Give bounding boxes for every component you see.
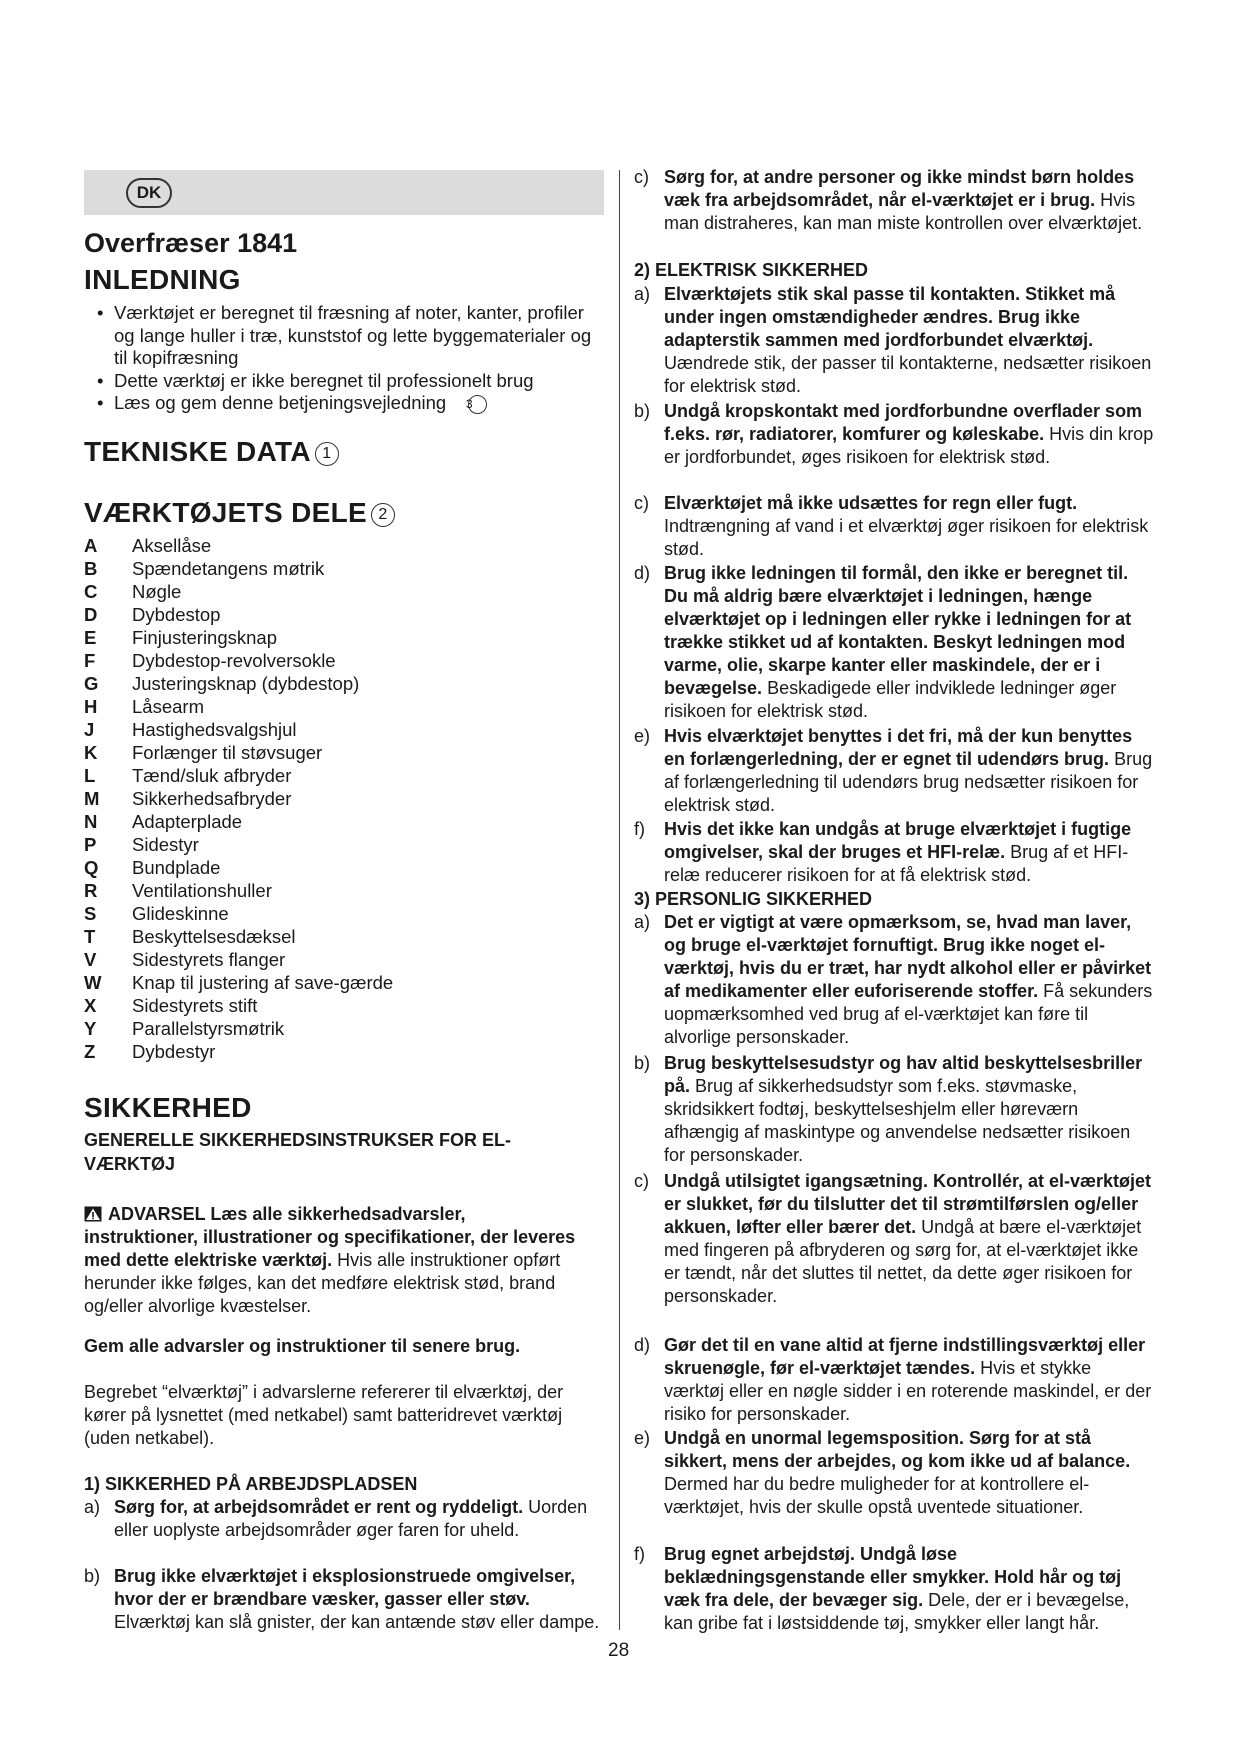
warning-paragraph — [84, 1203, 584, 1318]
part-item — [84, 948, 604, 971]
part-item — [84, 833, 604, 856]
intro-bullet: • Læs og gem denne betjeningsvejledning 3 — [84, 392, 604, 415]
personal-heading: 3) PERSONLIG SIKKERHED — [634, 889, 873, 909]
safety-heading: SIKKERHED — [84, 1092, 252, 1123]
part-item — [84, 902, 604, 925]
intro-heading: INLEDNING — [84, 264, 241, 295]
workplace-item: a) Sørg for, at arbejdsområdet er rent og ryddeligt. Uorden eller uoplyste arbejdsområder øger faren for uheld. — [84, 1497, 588, 1540]
figure-ref-badge: 3 — [468, 395, 487, 414]
part-name: Sidestyrets stift — [132, 995, 258, 1016]
electric-item: e) Hvis elværktøjet benyttes i det fri, må der kun benyttes en forlængerledning, der er egnet til udendørs brug. Brug af forlængerledning til udendørs brug nedsætter risikoen for elektrisk stød. — [634, 726, 1153, 815]
electric-item: a) Elværktøjets stik skal passe til kontakten. Stikket må under ingen omstændigheder ændres. Brug ikke adapterstik sammen med jordforbundet elværktøj. Uændrede stik, der passer til kontakterne, nedsætter risikoen for elektrisk stød. — [634, 284, 1152, 396]
part-name: Sikkerhedsafbryder — [132, 788, 292, 809]
part-name: Bundplade — [132, 857, 221, 878]
intro-bullet: • Værktøjet er beregnet til fræsning af noter, kanter, profiler og lange huller i træ, kunststof og lette byggematerialer og til kopifræsning — [84, 302, 604, 370]
part-letter: L — [84, 765, 96, 786]
workplace-item-c: c) Sørg for, at andre personer og ikke mindst børn holdes væk fra arbejdsområdet, når el-værktøjet er i brug. Hvis man distraheres, kan man miste kontrollen over elværktøjet. — [634, 167, 1143, 233]
part-letter: G — [84, 673, 99, 694]
part-letter: H — [84, 696, 98, 717]
parts-heading: VÆRKTØJETS DELE 2 — [84, 497, 395, 529]
electric-item: c) Elværktøjet må ikke udsættes for regn eller fugt. Indtrængning af vand i et elværktøj øger risikoen for elektrisk stød. — [634, 493, 1149, 559]
part-name: Dybdestop-revolversokle — [132, 650, 336, 671]
intro-bullet-list — [84, 302, 604, 415]
part-letter: A — [84, 535, 98, 556]
part-name: Dybdestyr — [132, 1041, 216, 1062]
part-name: Glideskinne — [132, 903, 229, 924]
model-title: Overfræser 1841 — [84, 228, 298, 258]
part-letter: Y — [84, 1018, 97, 1039]
part-item — [84, 603, 604, 626]
part-letter: C — [84, 581, 98, 602]
part-item — [84, 764, 604, 787]
personal-item: a) Det er vigtigt at være opmærksom, se, hvad man laver, og bruge el-værktøjet fornuftigt. Brug ikke noget el-værktøj, hvis du er træt, har nydt alkohol eller er påvirket af medikamenter eller euforiserende stoffer. Få sekunders uopmærksomhed ved brug af el-værktøjet kan føre til alvorlige personskader. — [634, 912, 1153, 1047]
part-letter: T — [84, 926, 96, 947]
part-letter: N — [84, 811, 98, 832]
personal-item: c) Undgå utilsigtet igangsætning. Kontrollér, at el-værktøjet er slukket, før du tilslutter det til strømtilførslen og/eller akkuen, løfter eller bærer det. Undgå at bære el-værktøjet med fingeren på afbryderen og sørg for, at el-værktøjet ikke er tændt, når det sluttes til nettet, da dette øger risikoen for personskader. — [634, 1171, 1152, 1306]
part-item — [84, 971, 604, 994]
part-name: Knap til justering af save-gærde — [132, 972, 394, 993]
part-letter: Z — [84, 1041, 96, 1062]
part-item — [84, 695, 604, 718]
part-letter: B — [84, 558, 98, 579]
part-item — [84, 994, 604, 1017]
part-item — [84, 1017, 604, 1040]
part-name: Dybdestop — [132, 604, 221, 625]
warning-text: Hvis alle instruktioner opført herunder ikke følges, kan det medføre elektrisk stød, brand og/eller alvorlige kvæstelser. — [84, 1250, 561, 1316]
part-item — [84, 534, 604, 557]
part-letter: R — [84, 880, 98, 901]
part-letter: F — [84, 650, 96, 671]
electric-heading: 2) ELEKTRISK SIKKERHED — [634, 260, 869, 280]
part-letter: W — [84, 972, 102, 993]
part-name: Finjusteringsknap — [132, 627, 277, 648]
part-item — [84, 580, 604, 603]
part-letter: D — [84, 604, 98, 625]
part-letter: X — [84, 995, 97, 1016]
page-number: 28 — [608, 1640, 630, 1661]
part-name: Tænd/sluk afbryder — [132, 765, 292, 786]
parts-list — [84, 534, 604, 1063]
part-item — [84, 741, 604, 764]
part-letter: M — [84, 788, 100, 809]
intro-bullet: • Dette værktøj er ikke beregnet til professionelt brug — [84, 370, 604, 393]
part-letter: S — [84, 903, 97, 924]
part-name: Justeringsknap (dybdestop) — [132, 673, 360, 694]
part-item — [84, 856, 604, 879]
electric-item: f) Hvis det ikke kan undgås at bruge elværktøjet i fugtige omgivelser, skal der bruges et HFI-relæ. Brug af et HFI-relæ reducerer risikoen for at få elektrisk stød. — [634, 819, 1132, 885]
part-name: Nøgle — [132, 581, 182, 602]
personal-item: e) Undgå en unormal legemsposition. Sørg for at stå sikkert, mens der arbejdes, og kom ikke ud af balance. Dermed har du bedre muligheder for at kontrollere el-værktøjet, hvis der skulle opstå uventede situationer. — [634, 1428, 1131, 1517]
safety-subheading: GENERELLE SIKKERHEDSINSTRUKSER FOR EL-VÆRKTØJ — [84, 1130, 512, 1174]
warning-bold: ADVARSEL Læs alle sikkerhedsadvarsler, instruktioner, illustrationer og specifikationer, der leveres med dette elektriske værktøj. — [84, 1204, 576, 1270]
electric-item: b) Undgå kropskontakt med jordforbundne overflader som f.eks. rør, radiatorer, komfurer og køleskabe. Hvis din krop er jordforbundet, øges risikoen for elektrisk stød. — [634, 401, 1154, 467]
part-letter: P — [84, 834, 97, 855]
part-name: Spændetangens møtrik — [132, 558, 325, 579]
part-name: Låsearm — [132, 696, 204, 717]
keep-instructions: Gem alle advarsler og instruktioner til senere brug. — [84, 1336, 521, 1356]
figure-ref-badge: 1 — [315, 442, 339, 466]
part-item — [84, 626, 604, 649]
part-item — [84, 649, 604, 672]
figure-ref-badge: 2 — [371, 503, 395, 527]
part-item — [84, 557, 604, 580]
tech-data-heading: TEKNISKE DATA 1 — [84, 436, 339, 468]
personal-item: f) Brug egnet arbejdstøj. Undgå løse beklædningsgenstande eller smykker. Hold hår og tøj væk fra dele, der bevæger sig. Dele, der er i bevægelse, kan gribe fat i løstsiddende tøj, smykker eller langt hår. — [634, 1544, 1130, 1633]
part-item — [84, 672, 604, 695]
workplace-item: b) Brug ikke elværktøjet i eksplosionstruede omgivelser, hvor der er brændbare væsker, gasser eller støv. Elværktøj kan slå gnister, der kan antænde støv eller dampe. — [84, 1566, 600, 1632]
part-name: Aksellåse — [132, 535, 212, 556]
part-letter: V — [84, 949, 97, 970]
part-item — [84, 925, 604, 948]
part-name: Adapterplade — [132, 811, 243, 832]
personal-item: b) Brug beskyttelsesudstyr og hav altid beskyttelsesbriller på. Brug af sikkerhedsudstyr som f.eks. støvmaske, skridsikkert fodtøj, beskyttelseshjelm eller høreværn afhængig af maskintype og anvendelse nedsætter risikoen for personskader. — [634, 1053, 1143, 1165]
part-item — [84, 1040, 604, 1063]
part-name: Beskyttelsesdæksel — [132, 926, 296, 947]
part-name: Sidestyr — [132, 834, 199, 855]
part-name: Sidestyrets flanger — [132, 949, 286, 970]
language-bar — [84, 170, 604, 215]
workplace-heading: 1) SIKKERHED PÅ ARBEJDSPLADSEN — [84, 1474, 418, 1494]
part-name: Forlænger til støvsuger — [132, 742, 323, 763]
part-letter: Q — [84, 857, 99, 878]
part-letter: E — [84, 627, 97, 648]
part-item — [84, 810, 604, 833]
part-letter: K — [84, 742, 98, 763]
term-definition: Begrebet “elværktøj” i advarslerne refererer til elværktøj, der kører på lysnettet (med netkabel) samt batteridrevet værktøj (uden netkabel). — [84, 1382, 564, 1448]
part-name: Parallelstyrsmøtrik — [132, 1018, 285, 1039]
language-badge: DK — [126, 178, 172, 208]
electric-item: d) Brug ikke ledningen til formål, den ikke er beregnet til. Du må aldrig bære elværktøjet i ledningen, hænge elværktøjet op i ledningen eller rykke i ledningen for at trække stikket ud af kontakten. Beskyt ledningen mod varme, olie, skarpe kanter eller maskindele, der er i bevægelse. Beskadigede eller indviklede ledninger øger risikoen for elektrisk stød. — [634, 563, 1132, 721]
part-item — [84, 879, 604, 902]
part-name: Hastighedsvalgshjul — [132, 719, 297, 740]
part-item — [84, 718, 604, 741]
part-name: Ventilationshuller — [132, 880, 272, 901]
part-letter: J — [84, 719, 95, 740]
warning-icon — [84, 1206, 102, 1222]
part-item — [84, 787, 604, 810]
personal-item: d) Gør det til en vane altid at fjerne indstillingsværktøj eller skruenøgle, før el-værktøjet tændes. Hvis et stykke værktøj eller en nøgle sidder i en roterende maskindel, er der risiko for personskader. — [634, 1335, 1152, 1424]
column-divider — [619, 170, 620, 1630]
